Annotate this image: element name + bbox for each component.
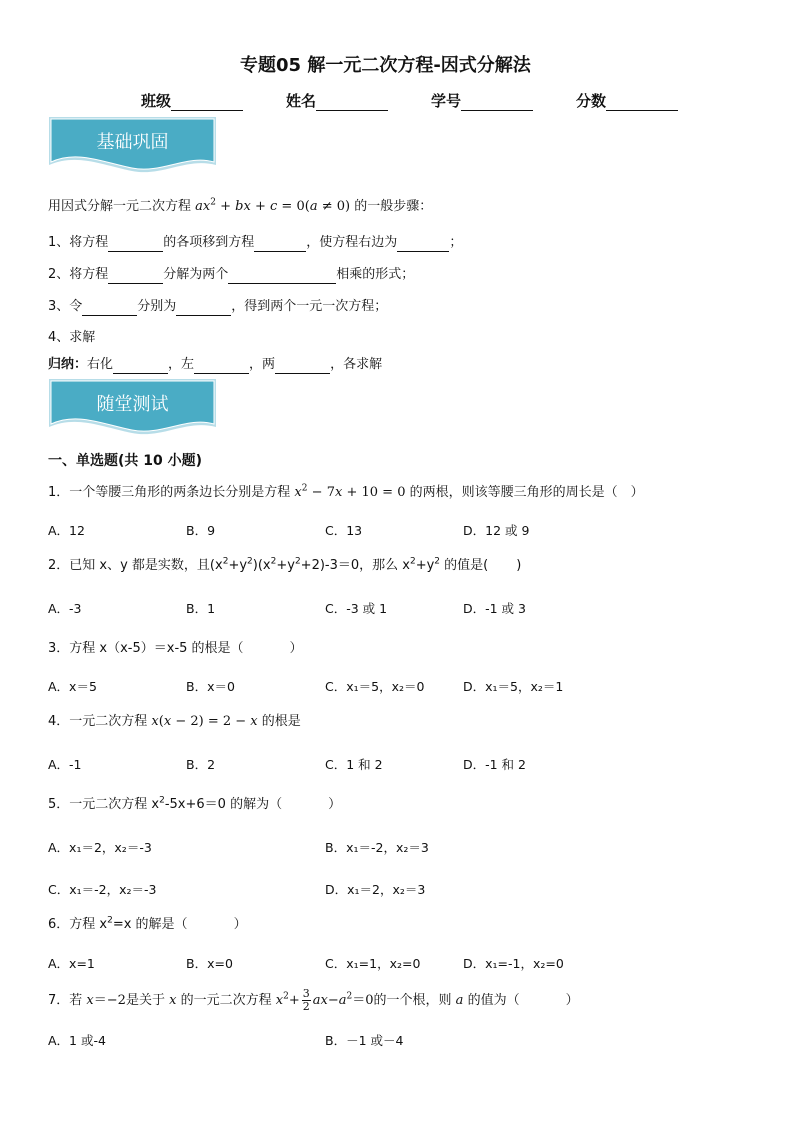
q1-option-b[interactable]: B．9 <box>186 523 216 538</box>
class-label: 班级 <box>141 92 172 110</box>
q5-option-b[interactable]: B．x₁＝-2，x₂＝3 <box>325 840 429 855</box>
q6-option-b[interactable]: B．x=0 <box>186 956 233 971</box>
blank[interactable] <box>275 357 330 374</box>
question-3: 3．方程 x（x-5）＝x-5 的根是（ ） <box>48 641 303 656</box>
blank[interactable] <box>113 357 168 374</box>
summary-label: 归纳： <box>48 357 88 372</box>
blank[interactable] <box>176 299 231 316</box>
step-4: 4、求解 <box>48 330 96 345</box>
question-1: 1．一个等腰三角形的两条边长分别是方程 $x^2 - 7x + 10 = 0$ 的两根，则该等腰三角形的周长是（ ） <box>48 483 644 500</box>
intro-post: 的一般步骤： <box>354 199 433 214</box>
fraction-three-halves: $\frac{3}{2}$ <box>302 987 310 1013</box>
q1-option-c[interactable]: C．13 <box>325 523 363 538</box>
q2-option-a[interactable]: A．-3 <box>48 601 82 616</box>
question-2: 2．已知 x、y 都是实数，且$(x^2+y^2)(x^2+y^2+2)-3=0$，那么 $x^2+y^2$ 的值是( ) <box>48 556 522 573</box>
q4-option-c[interactable]: C．1 和 2 <box>325 757 383 772</box>
step-1: 1、将方程 的各项移到方程 ，使方程右边为 ； <box>48 235 463 250</box>
q3-option-b[interactable]: B．x＝0 <box>186 679 235 694</box>
blank[interactable] <box>254 235 306 252</box>
score-field[interactable] <box>576 90 678 111</box>
question-6: 6．方程 $x^2=x$ 的解是（ ） <box>48 915 247 932</box>
blank[interactable] <box>82 299 137 316</box>
q4-option-b[interactable]: B．2 <box>186 757 216 772</box>
q4-option-d[interactable]: D．-1 和 2 <box>463 757 526 772</box>
name-field[interactable] <box>286 90 388 111</box>
question-7: 7．若 x＝−2是关于 x 的一元二次方程 $x^2+$ $\frac{3}{2}$ $ax-a^2=0$的一个根，则 a 的值为（ ） <box>48 987 579 1013</box>
banner-basics-label: 基础巩固 <box>96 132 169 153</box>
q7-option-a[interactable]: A．1 或-4 <box>48 1033 106 1048</box>
intro-pre: 用因式分解一元二次方程 <box>48 199 192 214</box>
blank[interactable] <box>194 357 249 374</box>
q1-option-d[interactable]: D．12 或 9 <box>463 523 530 538</box>
q4-option-a[interactable]: A．-1 <box>48 757 82 772</box>
q1-option-a[interactable]: A．12 <box>48 523 85 538</box>
section-banner-quiz <box>47 377 218 437</box>
intro-equation: $ax^2$ + bx + c = 0(a ≠ 0) <box>195 197 351 214</box>
q5-option-d[interactable]: D．x₁＝2，x₂＝3 <box>325 882 426 897</box>
q3-option-d[interactable]: D．x₁＝5，x₂＝1 <box>463 679 564 694</box>
summary-line: 归纳：右化 ，左 ，两 ，各求解 <box>48 357 383 372</box>
class-field[interactable] <box>141 90 243 111</box>
step-2: 2、将方程 分解为两个 相乘的形式； <box>48 267 415 282</box>
question-5: 5．一元二次方程 $x^2-5x+6=0$ 的解为（ ） <box>48 795 342 812</box>
step-3: 3、令 分别为 ，得到两个一元一次方程； <box>48 299 388 314</box>
page-title: 专题05 解一元二次方程-因式分解法 <box>240 55 531 76</box>
blank[interactable] <box>108 267 163 284</box>
q5-option-a[interactable]: A．x₁＝2，x₂＝-3 <box>48 840 152 855</box>
student-id-label: 学号 <box>431 92 462 110</box>
blank[interactable] <box>108 235 163 252</box>
q4-equation: x(x − 2) = 2 − x <box>151 714 258 729</box>
section-heading: 一、单选题(共 10 小题) <box>48 453 203 469</box>
student-id-field[interactable] <box>431 90 533 111</box>
blank[interactable] <box>397 235 449 252</box>
q2-option-d[interactable]: D．-1 或 3 <box>463 601 526 616</box>
score-label: 分数 <box>576 92 607 110</box>
section-banner-basics <box>47 115 218 175</box>
q3-option-a[interactable]: A．x＝5 <box>48 679 97 694</box>
question-4: 4．一元二次方程 x(x − 2) = 2 − x 的根是 <box>48 714 301 729</box>
q7-option-b[interactable]: B．－1 或－4 <box>325 1033 404 1048</box>
name-label: 姓名 <box>286 92 317 110</box>
q2-option-b[interactable]: B．1 <box>186 601 216 616</box>
blank[interactable] <box>228 267 336 284</box>
q6-option-c[interactable]: C．x₁=1，x₂=0 <box>325 956 421 971</box>
q5-option-c[interactable]: C．x₁＝-2，x₂＝-3 <box>48 882 157 897</box>
q1-equation: $x^2 - 7x + 10 = 0$ <box>294 483 406 500</box>
intro-line <box>48 198 432 216</box>
q7-equation: $x^2+$ $\frac{3}{2}$ $ax-a^2=0$ <box>275 987 374 1013</box>
q3-option-c[interactable]: C．x₁＝5，x₂＝0 <box>325 679 425 694</box>
banner-quiz-label: 随堂测试 <box>96 394 169 415</box>
q6-option-a[interactable]: A．x=1 <box>48 956 95 971</box>
q2-option-c[interactable]: C．-3 或 1 <box>325 601 388 616</box>
q6-option-d[interactable]: D．x₁=-1，x₂=0 <box>463 956 564 971</box>
